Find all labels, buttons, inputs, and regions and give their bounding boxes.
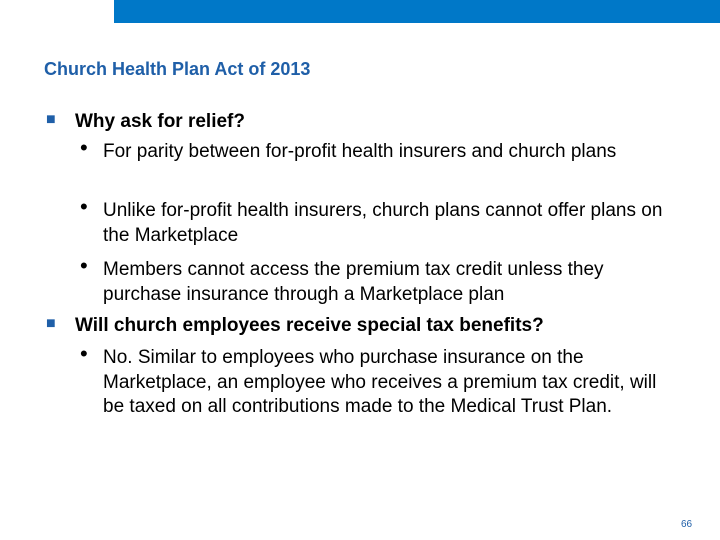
sub-bullet-item: No. Similar to employees who purchase insurance on the Marketplace, an employee who receives a premium tax credit, will be taxed on all contributions made to the Medical Trust Plan. bbox=[103, 347, 657, 417]
square-bullet-icon: ■ bbox=[46, 315, 56, 332]
page-number: 66 bbox=[681, 519, 693, 530]
bullet-heading: Will church employees receive special tax benefits? bbox=[75, 315, 544, 336]
square-bullet-icon: ■ bbox=[46, 111, 56, 128]
sub-bullet-item: For parity between for-profit health insurers and church plans bbox=[103, 141, 617, 162]
sub-bullet-item: Unlike for-profit health insurers, church plans cannot offer plans on the Marketplace bbox=[103, 200, 663, 246]
bullet-heading: Why ask for relief? bbox=[75, 111, 245, 132]
sub-bullet-item: Members cannot access the premium tax credit unless they purchase insurance through a Marketplace plan bbox=[103, 259, 604, 305]
dot-bullet-icon: • bbox=[80, 341, 88, 366]
dot-bullet-icon: • bbox=[80, 194, 88, 219]
slide-title: Church Health Plan Act of 2013 bbox=[44, 59, 311, 79]
dot-bullet-icon: • bbox=[80, 253, 88, 278]
dot-bullet-icon: • bbox=[80, 135, 88, 160]
